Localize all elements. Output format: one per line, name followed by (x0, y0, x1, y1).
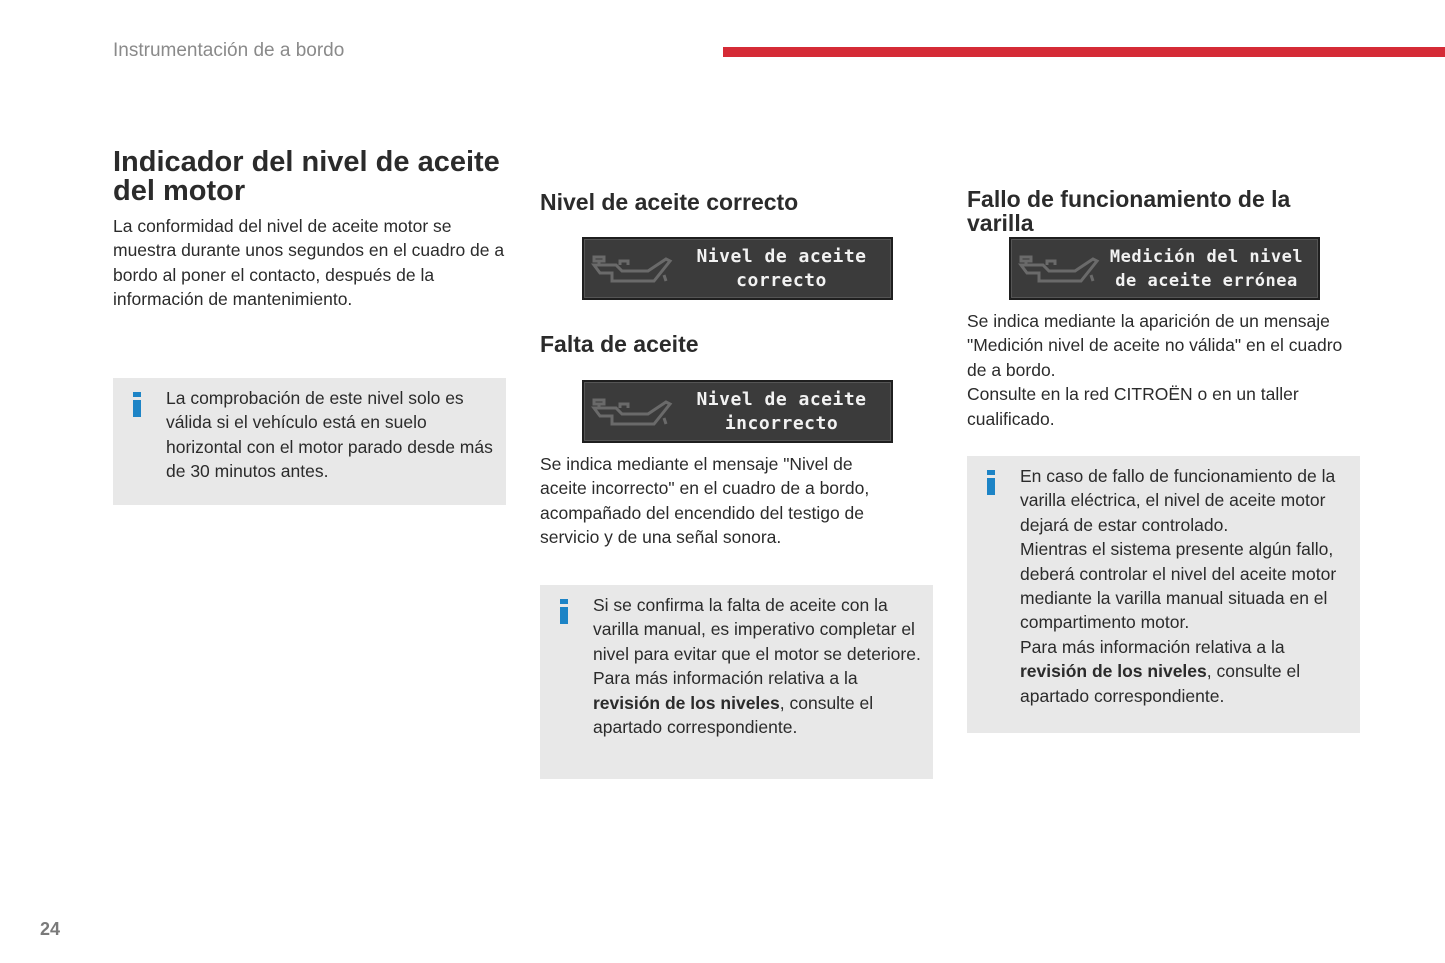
oil-low-description: Se indica mediante el mensaje "Nivel de aceite incorrecto" en el cuadro de a bordo, acompañado del encendido del testigo de servicio y de una señal sonora. (540, 454, 870, 548)
bold-reference: revisión de los niveles (593, 692, 780, 713)
section-title-oil-low: Falta de aceite (540, 331, 699, 357)
info-icon (559, 599, 569, 625)
display-message (684, 388, 879, 436)
display-line-1: Medición del nivel (1109, 247, 1304, 267)
display-message (684, 245, 879, 293)
section-title-oil-ok: Nivel de aceite correcto (540, 189, 799, 215)
running-header: Instrumentación de a bordo (113, 40, 345, 61)
display-line-1: Nivel de aceite (696, 389, 867, 410)
display-line-2: incorrecto (724, 413, 839, 434)
display-line-2: correcto (736, 270, 827, 291)
bold-reference: revisión de los niveles (1020, 661, 1207, 682)
header-accent-bar (723, 47, 1445, 57)
info-note-text: Si se confirma la falta de aceite con la varilla manual, es imperativo completar el nivel para evitar que el motor se deteriore. Para más información relativa a la revisión de los niveles, consulte el apartado correspondiente. (593, 595, 921, 738)
intro-paragraph: La conformidad del nivel de aceite motor se muestra durante unos segundos en el cuadro de a bordo al poner el contacto, después de la información de mantenimiento. (113, 216, 505, 310)
dipstick-fault-description: Se indica mediante la aparición de un mensaje "Medición nivel de aceite no válida" en el cuadro de a bordo. Consulte en la red CITROËN o en un taller cualificado. (967, 311, 1343, 429)
section-title-dipstick-fault: Fallo de funcionamiento de la varilla (967, 186, 1291, 236)
info-note-level-check (113, 378, 506, 505)
oil-can-icon (590, 392, 676, 432)
display-oil-ok (582, 237, 893, 300)
oil-can-icon (590, 249, 676, 289)
display-dipstick-fault (1009, 237, 1320, 300)
display-line-1: Nivel de aceite (696, 246, 867, 267)
info-note-text: En caso de fallo de funcionamiento de la varilla eléctrica, el nivel de aceite motor dejará de estar controlado. Mientras el sistema presente algún fallo, deberá controlar el nivel del aceite motor mediante la varilla manual situada en el compartimento motor. Para más información relativa a la revisión de los niveles, consulte el apartado correspondiente. (1020, 466, 1337, 706)
info-note-text: La comprobación de este nivel solo es válida si el vehículo está en suelo horizontal con el motor parado desde más de 30 minutos antes. (166, 388, 493, 482)
column-oil-indicator (113, 148, 508, 312)
display-line-2: de aceite errónea (1115, 271, 1298, 291)
page-title: Indicador del nivel de aceite del motor (113, 146, 500, 207)
oil-can-icon (1017, 249, 1103, 289)
display-message (1107, 245, 1306, 293)
info-icon (986, 470, 996, 496)
page-number: 24 (40, 919, 61, 939)
display-oil-low (582, 380, 893, 443)
info-note-dipstick-fault (967, 456, 1360, 733)
info-note-oil-low (540, 585, 933, 779)
info-icon (132, 392, 142, 418)
